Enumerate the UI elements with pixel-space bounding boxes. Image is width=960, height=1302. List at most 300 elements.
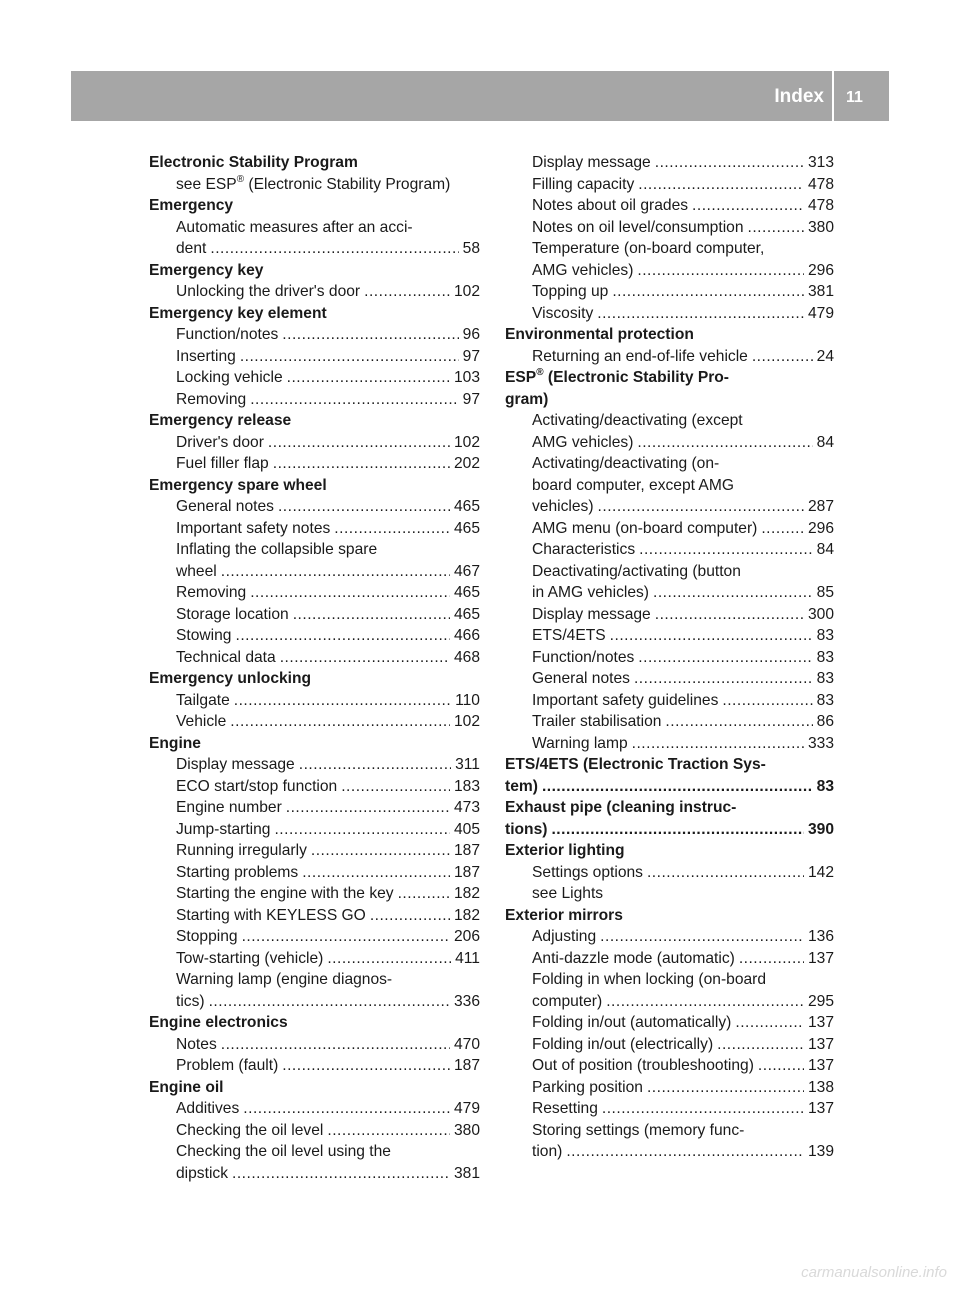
page-reference: 295 [807,992,834,1010]
dot-leader [752,346,813,368]
page-reference: 187 [453,842,480,859]
dot-leader [637,432,812,454]
entry-label: Function/notes [532,648,635,666]
index-entry [149,690,480,712]
index-entry [505,152,834,174]
entry-label: Settings options [532,863,643,881]
index-entry [505,496,834,518]
dot-leader [639,539,813,561]
page-reference: 96 [462,326,480,343]
registered-mark: ® [236,173,245,185]
entry-text [532,563,741,580]
index-heading [149,152,480,174]
entry-label: AMG menu (on-board computer) [532,519,758,537]
index-entry [505,217,834,239]
entry-label: Starting the engine with the key [176,885,394,902]
entry-label: Starting with KEYLESS GO [176,906,366,924]
entry-text [532,1077,643,1099]
index-entry [149,432,480,454]
index-entry [505,1055,834,1077]
index-entry [505,1012,834,1034]
page-reference: 467 [453,562,480,580]
entry-text [176,711,226,733]
entry-label: Starting problems [176,863,299,881]
index-entry [149,1120,480,1142]
index-entry [149,1055,480,1077]
entry-label: gram) [505,390,549,408]
dot-leader [286,797,450,819]
page-reference: 465 [453,605,480,623]
entry-label: Display message [176,756,295,773]
page-reference: 83 [816,648,834,666]
entry-text [505,326,694,343]
entry-label: Technical data [176,648,276,666]
page-reference: 24 [816,347,834,365]
index-entry [149,754,480,776]
dot-leader [327,948,451,970]
index-heading [505,776,834,798]
entry-label: Problem (fault) [176,1057,279,1074]
entry-label: tion) [532,1143,563,1160]
dot-leader [274,819,450,841]
entry-label: Folding in/out (electrically) [532,1035,714,1053]
page-reference: 311 [455,756,480,773]
entry-label: Warning lamp [532,734,628,752]
dot-leader [632,733,804,755]
entry-label: Resetting [532,1100,598,1117]
entry-text [532,518,757,540]
page-reference: 182 [453,906,480,924]
entry-label: Storing settings (memory func- [532,1121,745,1139]
entry-label: Important safety notes [176,519,331,537]
index-column-left [149,152,480,1184]
index-entry [149,647,480,669]
entry-label: Engine [149,734,201,752]
entry-text [176,518,330,540]
entry-text [532,281,608,303]
entry-label: Anti-dazzle mode (automatic) [532,949,735,967]
index-entry [149,819,480,841]
entry-label: Emergency key [149,261,264,279]
dot-leader [653,582,813,604]
index-entry [505,518,834,540]
index-entry [505,948,834,970]
index-entry [505,561,834,583]
entry-label: Characteristics [532,541,636,558]
entry-text [532,991,602,1013]
entry-text [532,668,630,690]
entry-label: Viscosity [532,304,594,322]
header-divider [832,71,834,121]
dot-leader [717,1034,804,1056]
entry-text [149,670,311,687]
index-entry [149,991,480,1013]
entry-text [532,604,651,626]
entry-label: Notes [176,1035,217,1053]
index-entry [149,1141,480,1163]
entry-label: Running irregularly [176,842,307,859]
entry-text [532,1098,598,1120]
entry-label: in AMG vehicles) [532,584,649,601]
index-entry [149,883,480,905]
entry-text [532,539,635,561]
page-reference: 97 [462,347,480,365]
entry-text [532,582,649,604]
index-entry [149,1163,480,1185]
page-reference: 102 [453,433,480,451]
page-reference: 333 [807,734,834,752]
entry-label: ESP [505,369,537,386]
page-reference: 380 [453,1121,480,1139]
page-reference: 478 [807,197,834,214]
entry-label: Adjusting [532,928,597,945]
dot-leader [602,1098,804,1120]
entry-text [176,582,246,604]
entry-text [176,1034,217,1056]
index-entry [505,668,834,690]
index-entry [505,733,834,755]
entry-text [532,217,744,239]
dot-leader [232,1163,450,1185]
entry-text [505,819,547,841]
page-reference: 465 [453,584,480,601]
entry-label: Returning an end-of-life vehicle [532,347,748,365]
index-heading [505,840,834,862]
index-heading [149,668,480,690]
entry-label: Checking the oil level [176,1121,324,1139]
entry-text [176,346,236,368]
dot-leader [758,1055,804,1077]
entry-text [176,625,231,647]
entry-label: Electronic Stability Program [149,154,358,171]
entry-text [532,926,596,948]
entry-text [176,367,283,389]
page-reference: 381 [453,1164,480,1182]
entry-text [149,412,291,429]
entry-label: Filling capacity [532,175,635,193]
index-entry [505,281,834,303]
entry-label: Checking the oil level using the [176,1143,391,1160]
dot-leader [221,561,450,583]
entry-text [176,797,282,819]
dot-leader [634,668,813,690]
dot-leader [655,152,804,174]
dot-leader [273,453,450,475]
index-entry [505,539,834,561]
entry-label: tions) [505,820,548,838]
index-heading [505,905,834,927]
entry-text [532,477,734,494]
dot-leader [692,195,804,217]
index-entry [505,926,834,948]
entry-label: Storage location [176,605,289,623]
index-entry [505,195,834,217]
page-reference: 313 [807,154,834,171]
dot-leader [739,948,804,970]
entry-text [532,647,634,669]
index-entry [149,453,480,475]
entry-text [176,883,394,905]
entry-text [532,455,719,472]
index-heading [505,819,834,841]
entry-label: Deactivating/activating (button [532,562,741,580]
entry-text [532,432,633,454]
page-reference: 206 [453,928,480,945]
index-entry [149,776,480,798]
entry-label: Exterior lighting [505,842,625,859]
page-reference: 473 [453,799,480,816]
entry-text [149,1079,224,1096]
entry-label: ECO start/stop function [176,777,338,795]
entry-text [149,305,327,322]
dot-leader [280,647,450,669]
entry-text [176,561,217,583]
index-heading [149,1077,480,1099]
dot-leader [735,1012,804,1034]
entry-text [176,541,377,558]
entry-label: Engine number [176,799,282,816]
dot-leader [250,389,458,411]
entry-text [176,173,451,193]
index-entry [149,840,480,862]
dot-leader [647,1077,804,1099]
dot-leader [250,582,450,604]
dot-leader [311,840,450,862]
index-entry [149,926,480,948]
index-heading [505,797,834,819]
index-entry [505,303,834,325]
dot-leader [209,991,450,1013]
page-reference: 465 [453,498,480,515]
entry-text [532,496,594,518]
page-reference: 202 [453,455,480,472]
index-entry [505,410,834,432]
entry-label: Folding in/out (automatically) [532,1014,732,1031]
entry-text [176,238,206,260]
index-entry [149,389,480,411]
entry-label: Folding in when locking (on-board [532,971,767,988]
page-reference: 136 [807,928,834,945]
dot-leader [364,281,450,303]
page-reference: 102 [453,283,480,300]
index-heading [505,389,834,411]
entry-label: Activating/deactivating (on- [532,455,720,472]
entry-text [149,154,358,171]
index-heading [505,367,834,389]
entry-label: see ESP [176,175,237,193]
entry-label: Unlocking the driver's door [176,283,361,300]
entry-label: ETS/4ETS [532,627,606,644]
page-reference: 139 [807,1143,834,1160]
index-entry [149,518,480,540]
entry-label: board computer, except AMG [532,476,734,494]
entry-text [176,1055,278,1077]
entry-label: tem) [505,777,538,795]
entry-label: tics) [176,992,205,1010]
index-entry [505,453,834,475]
entry-label: Emergency release [149,412,292,429]
page-reference: 137 [807,1057,834,1074]
entry-text [532,711,661,733]
index-entry [505,1120,834,1142]
entry-label: Driver's door [176,433,264,451]
entry-text [176,926,238,948]
entry-text [532,152,651,174]
index-entry [505,432,834,454]
entry-label: Stowing [176,627,232,644]
entry-text [176,991,205,1013]
page-reference: 187 [453,863,480,881]
index-entry [505,1098,834,1120]
index-heading [149,733,480,755]
index-heading [149,1012,480,1034]
entry-label: Out of position (troubleshooting) [532,1057,754,1074]
index-entry [149,324,480,346]
entry-label: Emergency key element [149,304,327,322]
entry-label: AMG vehicles) [532,261,634,279]
entry-text [532,690,718,712]
dot-leader [327,1120,450,1142]
entry-label: Topping up [532,283,609,300]
index-entry [505,238,834,260]
dot-leader [647,862,804,884]
entry-label: Warning lamp (engine diagnos- [176,971,393,988]
index-entry [505,991,834,1013]
entry-text [532,971,766,988]
entry-text [176,971,392,988]
entry-label: see Lights [532,885,604,902]
watermark: carmanualsonline.info [801,1264,947,1281]
index-entry [149,217,480,239]
index-entry [505,1034,834,1056]
entry-text [176,389,246,411]
page-reference: 468 [453,648,480,666]
index-entry [149,281,480,303]
index-entry [149,1098,480,1120]
entry-text [532,885,603,902]
entry-text [532,862,643,884]
dot-leader [722,690,812,712]
page-reference: 296 [807,519,834,537]
page-reference: 137 [807,1014,834,1031]
index-entry [505,647,834,669]
dot-leader [761,518,804,540]
entry-text [176,754,295,776]
dot-leader [370,905,450,927]
index-entry [149,797,480,819]
index-heading [149,410,480,432]
dot-leader [598,496,804,518]
page-reference: 182 [453,885,480,902]
index-heading [149,303,480,325]
entry-text [532,1034,713,1056]
dot-leader [287,367,450,389]
entry-label: Vehicle [176,713,227,730]
index-entry [505,582,834,604]
index-entry [149,582,480,604]
dot-leader [566,1141,804,1163]
entry-text [176,453,269,475]
index-entry [149,604,480,626]
entry-label: Additives [176,1100,240,1117]
index-entry [149,174,480,196]
entry-text [149,262,263,279]
dot-leader [230,711,450,733]
page-reference: 479 [807,304,834,322]
section-title: Index [774,86,824,107]
entry-text [505,391,548,408]
page-reference: 86 [816,713,834,730]
page-reference: 478 [807,175,834,193]
dot-leader [334,518,450,540]
dot-leader [637,260,804,282]
page-number: 11 [846,89,863,106]
entry-label: dipstick [176,1164,228,1182]
entry-text [505,907,623,924]
entry-text [532,195,688,217]
index-entry [149,862,480,884]
index-entry [149,948,480,970]
page-reference: 336 [453,992,480,1010]
entry-text [149,197,233,214]
dot-leader [278,496,450,518]
entry-label: Temperature (on-board computer, [532,240,765,257]
entry-label: General notes [532,670,630,687]
entry-label: Exhaust pipe (cleaning instruc- [505,799,737,816]
dot-leader [293,604,450,626]
entry-label: Inflating the collapsible spare [176,541,378,558]
entry-text [149,477,327,494]
dot-leader [299,754,451,776]
dot-leader [748,217,804,239]
entry-text [532,303,593,325]
entry-text [532,1141,562,1163]
index-heading [149,475,480,497]
index-entry [149,346,480,368]
entry-label: vehicles) [532,498,594,515]
registered-mark: ® [536,367,544,378]
entry-text [176,219,413,236]
entry-text [505,756,766,773]
entry-text [532,625,606,647]
index-column-right [505,152,834,1163]
page-reference: 187 [453,1057,480,1074]
entry-text [176,690,230,712]
dot-leader [612,281,804,303]
entry-text [532,948,735,970]
dot-leader [235,625,449,647]
index-entry [505,883,834,905]
dot-leader [600,926,804,948]
entry-label-continued: (Electronic Stability Program) [244,175,451,193]
entry-text [176,1120,323,1142]
dot-leader [240,346,459,368]
dot-leader [597,303,804,325]
entry-text [176,281,360,303]
entry-label: Fuel filler flap [176,455,269,472]
entry-label: Activating/deactivating (except [532,412,743,429]
entry-label: wheel [176,562,217,580]
dot-leader [638,647,812,669]
entry-text [176,948,323,970]
index-entry [149,496,480,518]
entry-text [532,412,743,429]
index-entry [505,604,834,626]
entry-label-continued: (Electronic Stability Pro- [543,369,730,386]
index-entry [149,238,480,260]
entry-label: Stopping [176,928,238,945]
entry-label: Removing [176,584,247,601]
